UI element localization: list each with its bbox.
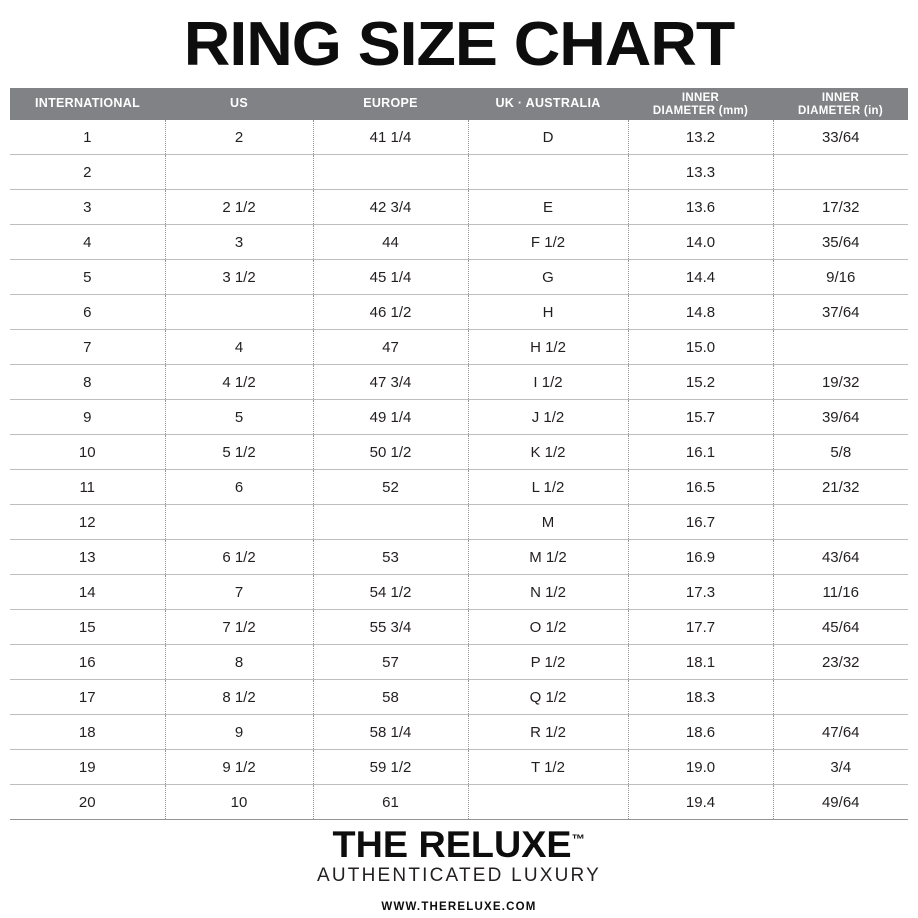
table-row	[10, 330, 908, 365]
column-header-inner-diameter-mm-sub: DIAMETER (mm)	[652, 104, 749, 117]
cell-international: 5	[10, 260, 165, 295]
cell-international: 15	[10, 610, 165, 645]
cell-inner_diameter_mm: 16.1	[628, 435, 773, 470]
cell-europe: 45 1/4	[313, 260, 468, 295]
cell-inner_diameter_mm: 13.3	[628, 155, 773, 190]
table-row	[10, 155, 908, 190]
table-row	[10, 470, 908, 505]
cell-us: 3 1/2	[165, 260, 313, 295]
cell-international: 16	[10, 645, 165, 680]
cell-europe: 46 1/2	[313, 295, 468, 330]
table-header-row	[10, 88, 908, 120]
cell-uk_australia: F 1/2	[468, 225, 628, 260]
column-header-international	[10, 88, 165, 120]
cell-uk_australia: T 1/2	[468, 750, 628, 785]
column-header-us-label: US	[230, 96, 248, 111]
cell-international: 8	[10, 365, 165, 400]
cell-uk_australia: M 1/2	[468, 540, 628, 575]
table-header	[10, 88, 908, 120]
cell-inner_diameter_in	[773, 155, 908, 190]
website-url: WWW.THERELUXE.COM	[381, 901, 537, 913]
cell-inner_diameter_in: 9/16	[773, 260, 908, 295]
cell-europe: 50 1/2	[313, 435, 468, 470]
cell-inner_diameter_in: 19/32	[773, 365, 908, 400]
cell-us: 2 1/2	[165, 190, 313, 225]
cell-uk_australia: G	[468, 260, 628, 295]
cell-uk_australia: D	[468, 120, 628, 155]
cell-us: 3	[165, 225, 313, 260]
cell-uk_australia: J 1/2	[468, 400, 628, 435]
cell-uk_australia: R 1/2	[468, 715, 628, 750]
cell-international: 10	[10, 435, 165, 470]
column-header-inner-diameter-mm	[628, 88, 773, 120]
table-row	[10, 575, 908, 610]
cell-inner_diameter_in: 11/16	[773, 575, 908, 610]
cell-europe: 42 3/4	[313, 190, 468, 225]
cell-us: 4 1/2	[165, 365, 313, 400]
cell-international: 2	[10, 155, 165, 190]
cell-inner_diameter_in	[773, 330, 908, 365]
footer	[0, 820, 918, 918]
table-row	[10, 505, 908, 540]
cell-international: 12	[10, 505, 165, 540]
cell-uk_australia: H 1/2	[468, 330, 628, 365]
cell-uk_australia: K 1/2	[468, 435, 628, 470]
cell-international: 20	[10, 785, 165, 820]
table-row	[10, 645, 908, 680]
table-row	[10, 750, 908, 785]
brand-logo	[333, 826, 585, 863]
table-row	[10, 435, 908, 470]
cell-inner_diameter_mm: 19.4	[628, 785, 773, 820]
table-row	[10, 120, 908, 155]
column-header-uk-australia-label: UK · AUSTRALIA	[495, 96, 601, 111]
cell-us: 10	[165, 785, 313, 820]
cell-uk_australia: P 1/2	[468, 645, 628, 680]
cell-inner_diameter_in: 3/4	[773, 750, 908, 785]
cell-inner_diameter_in: 49/64	[773, 785, 908, 820]
table-row	[10, 715, 908, 750]
cell-international: 9	[10, 400, 165, 435]
cell-us: 9	[165, 715, 313, 750]
cell-uk_australia	[468, 785, 628, 820]
table-row	[10, 400, 908, 435]
cell-inner_diameter_mm: 15.7	[628, 400, 773, 435]
cell-europe: 55 3/4	[313, 610, 468, 645]
cell-europe: 41 1/4	[313, 120, 468, 155]
cell-uk_australia: E	[468, 190, 628, 225]
cell-europe	[313, 505, 468, 540]
cell-inner_diameter_mm: 13.2	[628, 120, 773, 155]
trademark-symbol: ™	[571, 831, 586, 847]
cell-inner_diameter_mm: 15.2	[628, 365, 773, 400]
table-row	[10, 680, 908, 715]
page-title: RING SIZE CHART	[183, 10, 735, 79]
cell-europe: 52	[313, 470, 468, 505]
cell-uk_australia	[468, 155, 628, 190]
cell-inner_diameter_in	[773, 505, 908, 540]
cell-uk_australia: H	[468, 295, 628, 330]
cell-inner_diameter_mm: 18.6	[628, 715, 773, 750]
column-header-inner-diameter-mm-label: INNER	[681, 92, 720, 105]
column-header-inner-diameter-in	[773, 88, 908, 120]
cell-international: 11	[10, 470, 165, 505]
cell-inner_diameter_in: 5/8	[773, 435, 908, 470]
table-body	[10, 120, 908, 820]
cell-inner_diameter_in: 23/32	[773, 645, 908, 680]
cell-international: 1	[10, 120, 165, 155]
cell-international: 4	[10, 225, 165, 260]
column-header-us	[165, 88, 313, 120]
cell-us: 6 1/2	[165, 540, 313, 575]
cell-international: 19	[10, 750, 165, 785]
cell-us	[165, 505, 313, 540]
table-row	[10, 540, 908, 575]
cell-international: 14	[10, 575, 165, 610]
brand-name: THE RELUXE	[332, 824, 572, 865]
cell-uk_australia: I 1/2	[468, 365, 628, 400]
cell-uk_australia: L 1/2	[468, 470, 628, 505]
cell-us: 9 1/2	[165, 750, 313, 785]
column-header-europe	[313, 88, 468, 120]
cell-inner_diameter_in: 21/32	[773, 470, 908, 505]
column-header-europe-label: EUROPE	[363, 96, 418, 111]
cell-inner_diameter_mm: 16.5	[628, 470, 773, 505]
cell-inner_diameter_mm: 14.8	[628, 295, 773, 330]
table-row	[10, 785, 908, 820]
column-header-international-label: INTERNATIONAL	[34, 96, 141, 111]
cell-us: 6	[165, 470, 313, 505]
cell-us: 7	[165, 575, 313, 610]
cell-europe: 54 1/2	[313, 575, 468, 610]
cell-us: 5 1/2	[165, 435, 313, 470]
cell-inner_diameter_in: 47/64	[773, 715, 908, 750]
table-row	[10, 190, 908, 225]
cell-us: 8	[165, 645, 313, 680]
cell-international: 13	[10, 540, 165, 575]
cell-uk_australia: N 1/2	[468, 575, 628, 610]
cell-us: 5	[165, 400, 313, 435]
cell-us: 7 1/2	[165, 610, 313, 645]
cell-europe: 53	[313, 540, 468, 575]
cell-inner_diameter_mm: 13.6	[628, 190, 773, 225]
table-row	[10, 610, 908, 645]
cell-inner_diameter_mm: 17.7	[628, 610, 773, 645]
cell-international: 18	[10, 715, 165, 750]
cell-inner_diameter_mm: 18.3	[628, 680, 773, 715]
cell-us: 4	[165, 330, 313, 365]
cell-uk_australia: M	[468, 505, 628, 540]
cell-inner_diameter_mm: 18.1	[628, 645, 773, 680]
cell-europe: 47	[313, 330, 468, 365]
cell-inner_diameter_in: 33/64	[773, 120, 908, 155]
cell-international: 6	[10, 295, 165, 330]
cell-international: 7	[10, 330, 165, 365]
table-row	[10, 365, 908, 400]
cell-inner_diameter_mm: 14.0	[628, 225, 773, 260]
cell-inner_diameter_in: 45/64	[773, 610, 908, 645]
cell-uk_australia: O 1/2	[468, 610, 628, 645]
cell-us	[165, 155, 313, 190]
cell-inner_diameter_in: 17/32	[773, 190, 908, 225]
cell-europe: 59 1/2	[313, 750, 468, 785]
cell-inner_diameter_mm: 15.0	[628, 330, 773, 365]
cell-europe: 57	[313, 645, 468, 680]
cell-europe: 61	[313, 785, 468, 820]
cell-inner_diameter_in: 37/64	[773, 295, 908, 330]
cell-europe: 58	[313, 680, 468, 715]
column-header-inner-diameter-in-label: INNER	[821, 92, 860, 105]
cell-europe: 44	[313, 225, 468, 260]
brand-tagline: AUTHENTICATED LUXURY	[317, 865, 601, 886]
cell-inner_diameter_in: 35/64	[773, 225, 908, 260]
cell-inner_diameter_in: 43/64	[773, 540, 908, 575]
cell-international: 17	[10, 680, 165, 715]
cell-inner_diameter_mm: 19.0	[628, 750, 773, 785]
table-row	[10, 260, 908, 295]
cell-inner_diameter_mm: 16.7	[628, 505, 773, 540]
cell-uk_australia: Q 1/2	[468, 680, 628, 715]
table-row	[10, 295, 908, 330]
table-row	[10, 225, 908, 260]
cell-europe	[313, 155, 468, 190]
cell-inner_diameter_in: 39/64	[773, 400, 908, 435]
cell-europe: 58 1/4	[313, 715, 468, 750]
cell-europe: 49 1/4	[313, 400, 468, 435]
column-header-uk-australia	[468, 88, 628, 120]
cell-inner_diameter_in	[773, 680, 908, 715]
cell-inner_diameter_mm: 17.3	[628, 575, 773, 610]
cell-inner_diameter_mm: 16.9	[628, 540, 773, 575]
cell-inner_diameter_mm: 14.4	[628, 260, 773, 295]
cell-us: 2	[165, 120, 313, 155]
column-header-inner-diameter-in-sub: DIAMETER (in)	[797, 104, 884, 117]
cell-europe: 47 3/4	[313, 365, 468, 400]
cell-international: 3	[10, 190, 165, 225]
ring-size-table	[10, 88, 908, 820]
cell-us	[165, 295, 313, 330]
cell-us: 8 1/2	[165, 680, 313, 715]
